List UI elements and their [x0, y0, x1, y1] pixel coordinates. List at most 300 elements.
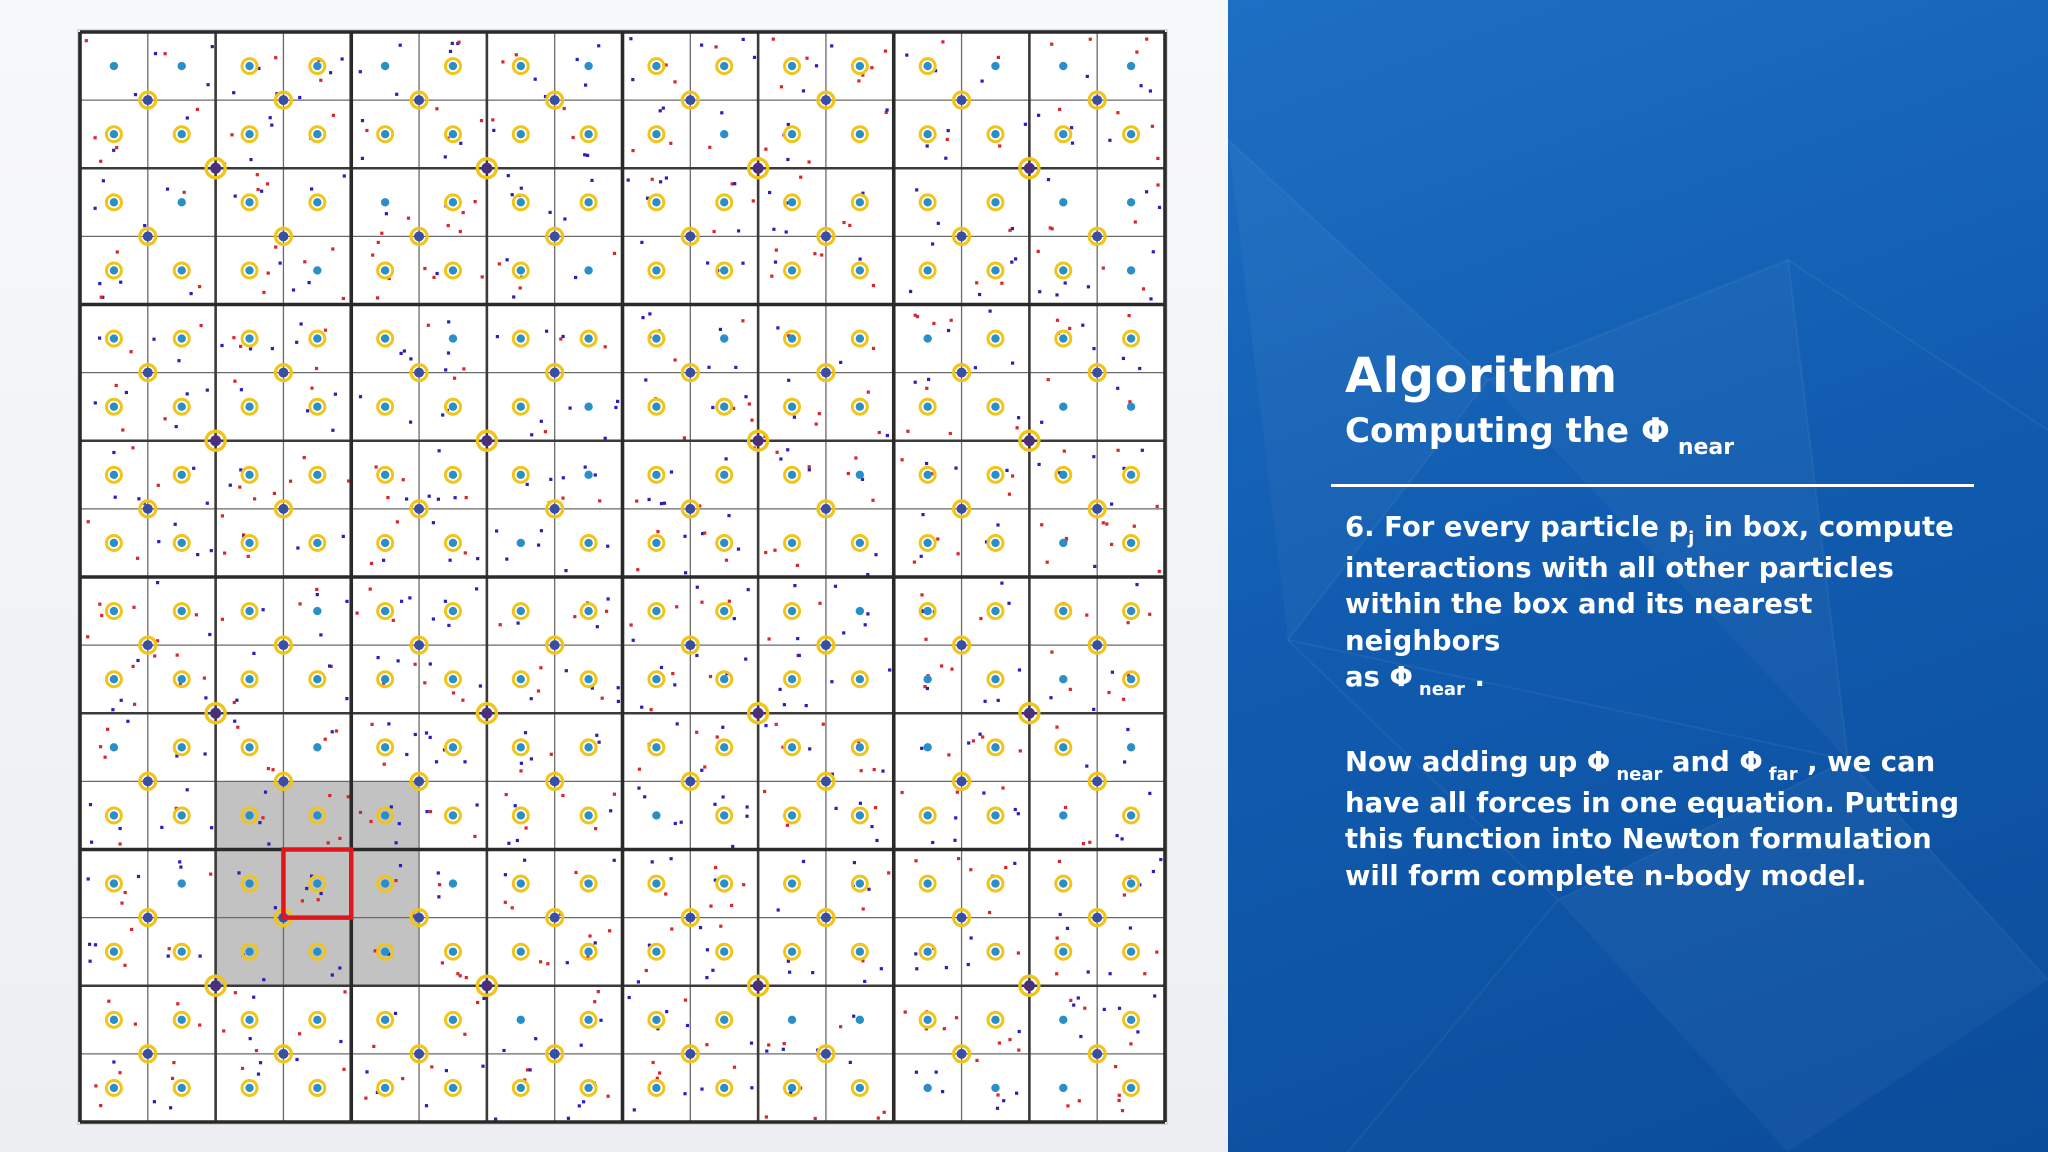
level-1-center: [1024, 708, 1035, 719]
blue-particle: [545, 330, 548, 333]
box-center-marker: [313, 334, 321, 342]
red-particle: [100, 296, 103, 299]
blue-particle: [582, 1100, 585, 1103]
box-center-marker: [1059, 62, 1067, 70]
blue-particle: [414, 733, 417, 736]
blue-particle: [342, 535, 345, 538]
red-particle: [1040, 523, 1043, 526]
blue-particle: [1140, 84, 1143, 87]
red-particle: [1058, 108, 1061, 111]
level-1-center: [210, 163, 221, 174]
phi-symbol: Φ: [1389, 661, 1413, 693]
blue-particle: [875, 839, 878, 842]
blue-particle: [399, 44, 402, 47]
box-center-marker: [178, 402, 186, 410]
blue-particle: [1018, 1030, 1021, 1033]
red-particle: [914, 859, 917, 862]
blue-particle: [111, 708, 114, 711]
level-2-center: [821, 913, 831, 923]
subtitle-text: Computing the: [1345, 411, 1641, 451]
box-center-marker: [449, 1084, 457, 1092]
red-particle: [85, 39, 88, 42]
level-2-center: [957, 231, 967, 241]
red-particle: [498, 262, 501, 265]
box-center-marker: [245, 947, 253, 955]
box-center-marker: [381, 607, 389, 615]
blue-particle: [870, 825, 873, 828]
box-center-marker: [110, 198, 118, 206]
blue-particle: [169, 1106, 172, 1109]
level-2-center: [550, 913, 560, 923]
level-2-center: [143, 913, 153, 923]
box-center-marker: [1059, 402, 1067, 410]
box-center-marker: [110, 402, 118, 410]
level-2-center: [414, 913, 424, 923]
red-particle: [132, 606, 135, 609]
blue-particle: [262, 978, 265, 981]
box-center-marker: [788, 334, 796, 342]
red-particle: [975, 1059, 978, 1062]
blue-particle: [475, 587, 478, 590]
box-center-marker: [856, 743, 864, 751]
red-particle: [335, 729, 338, 732]
box-center-marker: [313, 402, 321, 410]
blue-particle: [996, 523, 999, 526]
blue-particle: [1007, 602, 1010, 605]
box-center-marker: [1059, 947, 1067, 955]
red-particle: [719, 925, 722, 928]
blue-particle: [451, 42, 454, 45]
red-particle: [230, 133, 233, 136]
red-particle: [1143, 972, 1146, 975]
blue-particle: [160, 826, 163, 829]
box-center-marker: [991, 675, 999, 683]
red-particle: [956, 791, 959, 794]
blue-particle: [292, 288, 295, 291]
blue-particle: [298, 96, 301, 99]
blue-particle: [1116, 387, 1119, 390]
red-particle: [872, 347, 875, 350]
blue-particle: [1126, 728, 1129, 731]
red-particle: [775, 723, 778, 726]
red-particle: [481, 275, 484, 278]
red-particle: [700, 601, 703, 604]
red-particle: [1069, 999, 1072, 1002]
red-particle: [499, 623, 502, 626]
blue-particle: [722, 795, 725, 798]
box-center-marker: [245, 334, 253, 342]
red-particle: [1017, 1049, 1020, 1052]
box-center-marker: [720, 334, 728, 342]
red-particle: [1123, 893, 1126, 896]
blue-particle: [98, 337, 101, 340]
box-center-marker: [110, 879, 118, 887]
blue-particle: [428, 495, 431, 498]
blue-particle: [136, 659, 139, 662]
blue-particle: [984, 700, 987, 703]
blue-particle: [1081, 324, 1084, 327]
level-1-center: [1024, 163, 1035, 174]
box-center-marker: [720, 947, 728, 955]
red-particle: [239, 345, 242, 348]
red-particle: [713, 230, 716, 233]
box-center-marker: [313, 811, 321, 819]
box-center-marker: [517, 471, 525, 479]
box-center-marker: [788, 607, 796, 615]
blue-particle: [651, 860, 654, 863]
box-center-marker: [788, 1084, 796, 1092]
red-particle: [200, 324, 203, 327]
red-particle: [289, 480, 292, 483]
box-center-marker: [178, 198, 186, 206]
red-particle: [764, 551, 767, 554]
red-particle: [396, 520, 399, 523]
red-particle: [1107, 691, 1110, 694]
blue-particle: [673, 683, 676, 686]
blue-particle: [954, 816, 957, 819]
red-particle: [233, 380, 236, 383]
red-particle: [709, 905, 712, 908]
blue-particle: [699, 926, 702, 929]
para1-line4-start: as: [1345, 661, 1390, 693]
blue-particle: [316, 593, 319, 596]
box-center-marker: [788, 539, 796, 547]
blue-particle: [94, 401, 97, 404]
blue-particle: [744, 395, 747, 398]
level-2-center: [1092, 95, 1102, 105]
box-center-marker: [856, 266, 864, 274]
box-center-marker: [991, 62, 999, 70]
blue-particle: [1037, 114, 1040, 117]
blue-particle: [524, 731, 527, 734]
blue-particle: [274, 906, 277, 909]
box-center-marker: [245, 811, 253, 819]
red-particle: [703, 765, 706, 768]
blue-particle: [609, 809, 612, 812]
blue-particle: [359, 70, 362, 73]
blue-particle: [1108, 139, 1111, 142]
red-particle: [1102, 267, 1105, 270]
red-particle: [1078, 1099, 1081, 1102]
red-particle: [613, 793, 616, 796]
box-center-marker: [1127, 334, 1135, 342]
blue-particle: [1087, 970, 1090, 973]
blue-particle: [628, 996, 631, 999]
red-particle: [118, 1071, 121, 1074]
blue-particle: [505, 558, 508, 561]
level-2-center: [1092, 776, 1102, 786]
red-particle: [1129, 1042, 1132, 1045]
red-particle: [364, 1097, 367, 1100]
red-particle: [904, 1011, 907, 1014]
red-particle: [164, 52, 167, 55]
blue-particle: [935, 1071, 938, 1074]
red-particle: [539, 960, 542, 963]
near-subscript: near: [1677, 435, 1735, 460]
box-center-marker: [449, 334, 457, 342]
red-particle: [635, 500, 638, 503]
blue-particle: [580, 1044, 583, 1047]
blue-particle: [444, 600, 447, 603]
level-2-center: [685, 504, 695, 514]
box-center-marker: [991, 539, 999, 547]
red-particle: [608, 929, 611, 932]
red-particle: [1128, 314, 1131, 317]
blue-particle: [805, 704, 808, 707]
box-center-marker: [652, 62, 660, 70]
blue-particle: [720, 111, 723, 114]
red-particle: [950, 319, 953, 322]
box-center-marker: [1127, 743, 1135, 751]
box-center-marker: [652, 947, 660, 955]
red-particle: [203, 677, 206, 680]
blue-particle: [659, 109, 662, 112]
blue-particle: [520, 762, 523, 765]
blue-particle: [190, 292, 193, 295]
box-center-marker: [584, 266, 592, 274]
red-particle: [164, 417, 167, 420]
red-particle: [1066, 1104, 1069, 1107]
red-particle: [906, 430, 909, 433]
box-center-marker: [788, 879, 796, 887]
blue-particle: [425, 731, 428, 734]
box-center-marker: [584, 62, 592, 70]
blue-particle: [629, 37, 632, 40]
blue-particle: [157, 540, 160, 543]
box-center-marker: [517, 1016, 525, 1024]
blue-particle: [648, 498, 651, 501]
blue-particle: [660, 502, 663, 505]
box-center-marker: [720, 471, 728, 479]
red-particle: [298, 1032, 301, 1035]
red-particle: [1046, 561, 1049, 564]
red-particle: [104, 756, 107, 759]
blue-particle: [156, 581, 159, 584]
blue-particle: [1017, 812, 1020, 815]
red-particle: [100, 614, 103, 617]
red-particle: [392, 619, 395, 622]
box-center-marker: [923, 402, 931, 410]
blue-particle: [143, 224, 146, 227]
blue-particle: [996, 1107, 999, 1110]
blue-particle: [1111, 671, 1114, 674]
box-center-marker: [991, 1084, 999, 1092]
red-particle: [133, 703, 136, 706]
level-2-center: [685, 231, 695, 241]
red-particle: [715, 45, 718, 48]
blue-particle: [926, 144, 929, 147]
red-particle: [1127, 621, 1130, 624]
red-particle: [808, 160, 811, 163]
red-particle: [274, 246, 277, 249]
box-center-marker: [449, 198, 457, 206]
red-particle: [901, 458, 904, 461]
red-particle: [317, 898, 320, 901]
box-center-marker: [856, 471, 864, 479]
blue-particle: [853, 861, 856, 864]
red-particle: [913, 561, 916, 564]
red-particle: [613, 252, 616, 255]
red-particle: [106, 728, 109, 731]
box-center-marker: [923, 471, 931, 479]
red-particle: [86, 635, 89, 638]
red-particle: [728, 600, 731, 603]
red-particle: [87, 520, 90, 523]
blue-particle: [229, 484, 232, 487]
blue-particle: [1149, 297, 1152, 300]
level-2-center: [1092, 231, 1102, 241]
blue-particle: [1038, 463, 1041, 466]
red-particle: [1047, 378, 1050, 381]
red-particle: [561, 794, 564, 797]
blue-particle: [126, 720, 129, 723]
level-2-center: [821, 368, 831, 378]
level-2-center: [821, 776, 831, 786]
blue-particle: [779, 457, 782, 460]
red-particle: [714, 866, 717, 869]
red-particle: [347, 795, 350, 798]
red-particle: [675, 605, 678, 608]
box-center-marker: [652, 266, 660, 274]
blue-particle: [119, 281, 122, 284]
blue-particle: [744, 658, 747, 661]
red-particle: [299, 602, 302, 605]
red-particle: [423, 267, 426, 270]
box-center-marker: [584, 198, 592, 206]
box-center-marker: [1127, 607, 1135, 615]
red-particle: [883, 1111, 886, 1114]
box-center-marker: [449, 402, 457, 410]
blue-particle: [269, 116, 272, 119]
red-particle: [996, 1093, 999, 1096]
red-particle: [588, 934, 591, 937]
blue-particle: [586, 154, 589, 157]
blue-particle: [308, 281, 311, 284]
red-particle: [515, 53, 518, 56]
red-particle: [780, 85, 783, 88]
red-particle: [1105, 522, 1108, 525]
blue-particle: [670, 857, 673, 860]
red-particle: [669, 142, 672, 145]
level-1-center: [753, 435, 764, 446]
box-center-marker: [652, 607, 660, 615]
blue-particle: [345, 697, 348, 700]
red-particle: [136, 557, 139, 560]
blue-particle: [233, 720, 236, 723]
blue-particle: [530, 433, 533, 436]
blue-particle: [788, 971, 791, 974]
red-particle: [972, 739, 975, 742]
box-center-marker: [449, 62, 457, 70]
box-center-marker: [178, 130, 186, 138]
box-center-marker: [245, 743, 253, 751]
blue-particle: [989, 310, 992, 313]
box-center-marker: [720, 607, 728, 615]
red-particle: [1082, 842, 1085, 845]
blue-particle: [186, 392, 189, 395]
red-particle: [120, 902, 123, 905]
box-center-marker: [381, 1084, 389, 1092]
red-particle: [955, 1016, 958, 1019]
blue-particle: [447, 351, 450, 354]
box-center-marker: [1059, 471, 1067, 479]
level-1-center: [481, 435, 492, 446]
box-center-marker: [517, 879, 525, 887]
box-center-marker: [856, 1084, 864, 1092]
red-particle: [750, 419, 753, 422]
blue-particle: [408, 596, 411, 599]
box-center-marker: [991, 471, 999, 479]
box-center-marker: [178, 947, 186, 955]
red-particle: [593, 1000, 596, 1003]
blue-particle: [753, 56, 756, 59]
blue-particle: [835, 807, 838, 810]
level-2-center: [143, 368, 153, 378]
red-particle: [1011, 474, 1014, 477]
blue-particle: [361, 157, 364, 160]
red-particle: [1050, 43, 1053, 46]
box-center-marker: [923, 62, 931, 70]
blue-particle: [300, 322, 303, 325]
blue-particle: [713, 803, 716, 806]
red-particle: [946, 138, 949, 141]
blue-particle: [125, 391, 128, 394]
blue-particle: [599, 1019, 602, 1022]
red-particle: [271, 768, 274, 771]
phi-symbol: Φ: [1640, 411, 1670, 451]
box-center-marker: [652, 1084, 660, 1092]
blue-particle: [867, 888, 870, 891]
red-particle: [452, 691, 455, 694]
red-particle: [1037, 250, 1040, 253]
blue-particle: [914, 952, 917, 955]
red-particle: [862, 907, 865, 910]
red-particle: [427, 324, 430, 327]
box-center-marker: [178, 675, 186, 683]
red-particle: [1008, 1038, 1011, 1041]
blue-particle: [783, 703, 786, 706]
red-particle: [273, 492, 276, 495]
red-particle: [123, 964, 126, 967]
blue-particle: [119, 827, 122, 830]
blue-particle: [306, 409, 309, 412]
red-particle: [168, 947, 171, 950]
blue-particle: [445, 1069, 448, 1072]
red-particle: [854, 456, 857, 459]
level-2-center: [957, 913, 967, 923]
blue-particle: [211, 45, 214, 48]
box-center-marker: [313, 607, 321, 615]
blue-particle: [186, 116, 189, 119]
blue-particle: [1085, 765, 1088, 768]
red-particle: [474, 200, 477, 203]
blue-particle: [1024, 123, 1027, 126]
blue-particle: [88, 943, 91, 946]
box-center-marker: [110, 130, 118, 138]
blue-particle: [331, 429, 334, 432]
red-particle: [598, 499, 601, 502]
red-particle: [1114, 1065, 1117, 1068]
box-center-marker: [110, 607, 118, 615]
blue-particle: [137, 497, 140, 500]
red-particle: [943, 1027, 946, 1030]
red-particle: [195, 613, 198, 616]
blue-particle: [504, 873, 507, 876]
blue-particle: [436, 272, 439, 275]
blue-particle: [886, 434, 889, 437]
box-center-marker: [856, 130, 864, 138]
red-particle: [456, 972, 459, 975]
